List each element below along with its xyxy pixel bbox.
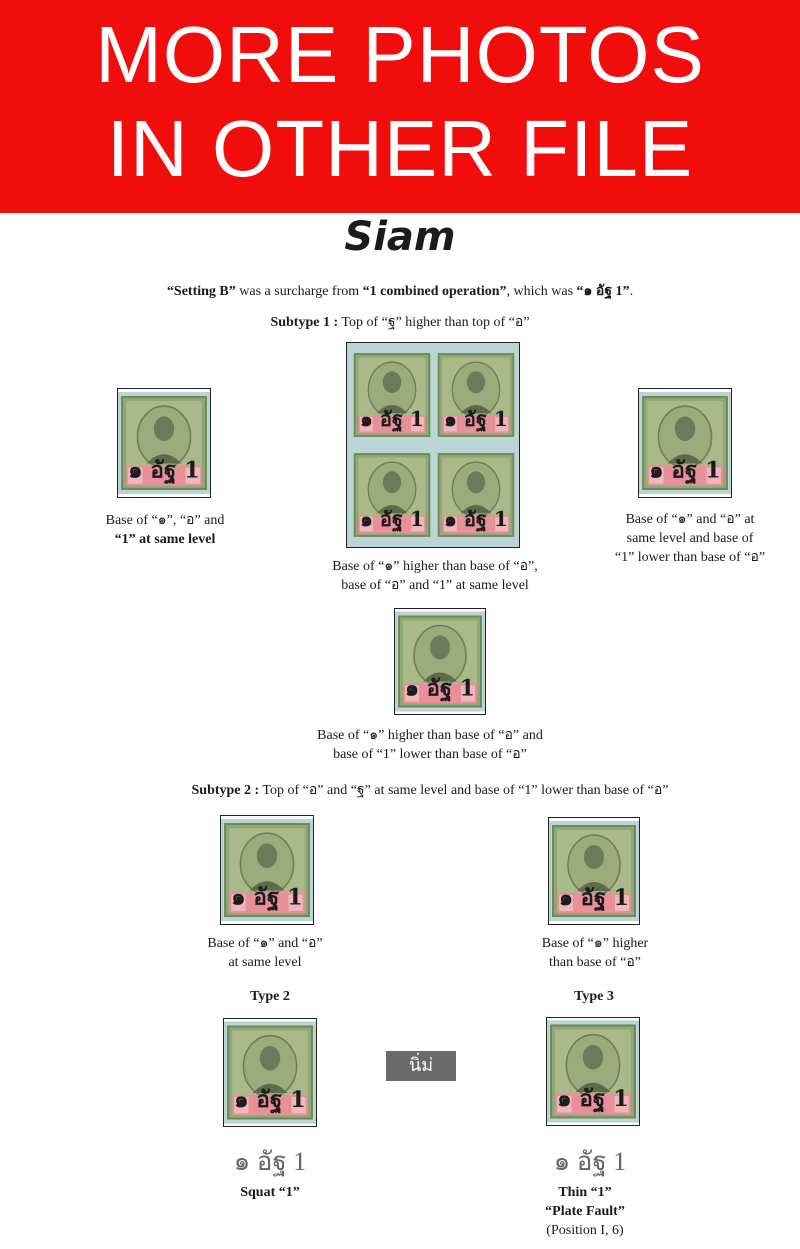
banner-line-1: MORE PHOTOS — [95, 10, 705, 99]
stamp-image — [220, 815, 314, 925]
stamp-image — [546, 1017, 640, 1126]
type-2-label: Type 2 — [250, 989, 290, 1004]
bottom-caption-1: Squat “1” — [240, 1185, 300, 1200]
caption-2: Base of “๑” higher than base of “อ”, base of “อ” and “1” at same level — [332, 559, 538, 593]
caption-4: Base of “๑” higher than base of “อ” and base of “1” lower than base of “อ” — [317, 728, 543, 762]
intro-text: “Setting B” was a surcharge from “1 combined operation”, which was “๑ อัฐ 1”. — [166, 284, 634, 299]
stamp-block-image — [346, 342, 520, 548]
page-title: Siam — [344, 214, 456, 260]
caption-6: Base of “๑” higher than base of “อ” — [541, 936, 649, 970]
surcharge-sample-2: ๑ อัฐ 1 — [553, 1147, 627, 1176]
caption-1: Base of “๑”, “อ” and “1” at same level — [105, 513, 225, 547]
caption-5: Base of “๑” and “อ” at same level — [207, 936, 323, 970]
type-3-label: Type 3 — [574, 989, 614, 1004]
notice-banner — [0, 0, 800, 213]
caption-3: Base of “๑” and “อ” at same level and base of “1” lower than base of “อ” — [614, 512, 766, 565]
stamp-image — [638, 388, 732, 498]
surcharge-sample-1: ๑ อัฐ 1 — [233, 1147, 307, 1176]
bottom-caption-2: Thin “1” “Plate Fault” (Position I, 6) — [545, 1185, 625, 1238]
stamp-image — [548, 817, 640, 925]
stamp-image — [394, 608, 486, 715]
subtype1-heading: Subtype 1 : Top of “ฐ” higher than top of “อ” — [270, 315, 530, 330]
stamp-image — [117, 388, 211, 498]
banner-line-2: IN OTHER FILE — [106, 104, 694, 193]
stamp-image — [223, 1018, 317, 1127]
ink-stamp-label: นิ่ม่ — [386, 1051, 456, 1081]
subtype2-heading: Subtype 2 : Top of “อ” and “ฐ” at same level and base of “1” lower than base of “อ” — [191, 783, 669, 798]
